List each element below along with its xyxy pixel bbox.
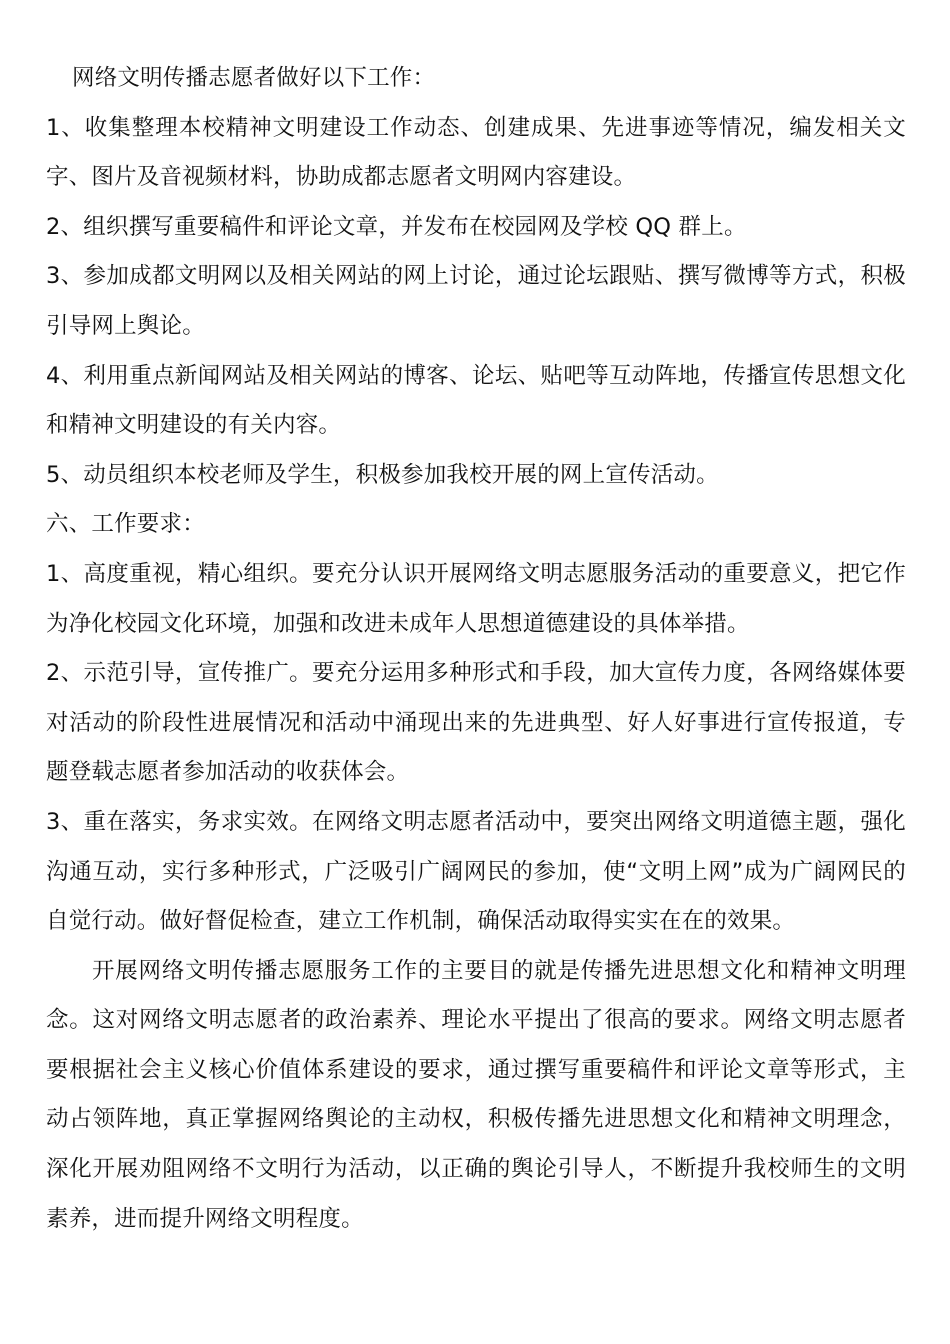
requirement-item-3: 3、重在落实，务求实效。在网络文明志愿者活动中，要突出网络文明道德主题，强化沟通互动，实行多种形式，广泛吸引广阔网民的参加，使“文明上网”成为广阔网民的自觉行动。做好督促检查，建立工作机制，确保活动取得实实在在的效果。 [46, 808, 906, 935]
task-item-3: 3、参加成都文明网以及相关网站的网上讨论，通过论坛跟贴、撰写微博等方式，积极引导网上舆论。 [46, 263, 906, 339]
task-item-2: 2、组织撰写重要稿件和评论文章，并发布在校园网及学校 QQ 群上。 [46, 213, 747, 240]
section-heading: 六、工作要求： [46, 511, 205, 538]
requirement-item-1: 1、高度重视，精心组织。要充分认识开展网络文明志愿服务活动的重要意义，把它作为净化校园文化环境，加强和改进未成年人思想道德建设的具体举措。 [46, 560, 906, 637]
closing-paragraph: 开展网络文明传播志愿服务工作的主要目的就是传播先进思想文化和精神文明理念。这对网络文明志愿者的政治素养、理论水平提出了很高的要求。网络文明志愿者要根据社会主义核心价值体系建设的要求，通过撰写重要稿件和评论文章等形式，主动占领阵地，真正掌握网络舆论的主动权，积极传播先进思想文化和精神文明理念，深化开展劝阻网络不文明行为活动，以正确的舆论引导人，不断提升我校师生的文明素养，进而提升网络文明程度。 [46, 957, 906, 1232]
requirement-item-2: 2、示范引导，宣传推广。要充分运用多种形式和手段，加大宣传力度，各网络媒体要对活动的阶段性进展情况和活动中涌现出来的先进典型、好人好事进行宣传报道，专题登载志愿者参加活动的收获体会。 [46, 660, 906, 786]
task-item-4: 4、利用重点新闻网站及相关网站的博客、论坛、贴吧等互动阵地，传播宣传思想文化和精神文明建设的有关内容。 [46, 362, 906, 439]
task-item-1: 1、收集整理本校精神文明建设工作动态、创建成果、先进事迹等情况，编发相关文字、图片及音视频材料，协助成都志愿者文明网内容建设。 [46, 114, 906, 191]
document-page [46, 54, 906, 1244]
intro-paragraph: 网络文明传播志愿者做好以下工作： [72, 65, 436, 91]
task-item-5: 5、动员组织本校老师及学生，积极参加我校开展的网上宣传活动。 [46, 461, 719, 488]
